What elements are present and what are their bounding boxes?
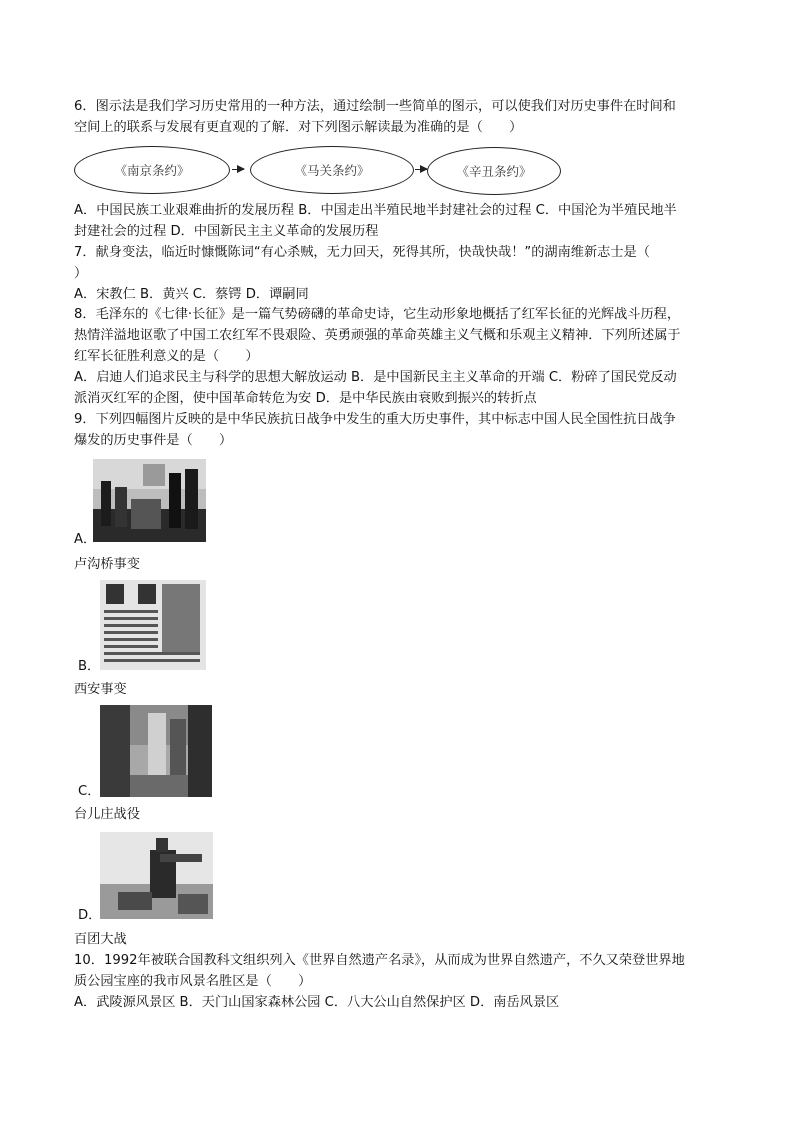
q8-stem-line2: 热情洋溢地讴歌了中国工农红军不畏艰险、英勇顽强的革命英雄主义气概和乐观主义精神．下列所述属于	[74, 328, 681, 343]
q10-stem-line1: 10．1992年被联合国教科文组织列入《世界自然遗产名录》，从而成为世界自然遗产，不久又荣登世界地	[74, 953, 685, 968]
option-b-letter: B．	[78, 659, 101, 674]
q6-stem-line2: 空间上的联系与发展有更直观的了解．对下列图示解读最为准确的是（ ）	[74, 120, 523, 135]
q9-stem-line1: 9．下列四幅图片反映的是中华民族抗日战争中发生的重大历史事件，其中标志中国人民全国性抗日战争	[74, 412, 676, 427]
q7-options: A．宋教仁 B．黄兴 C．蔡锷 D．谭嗣同	[74, 287, 309, 302]
q8-options-line1: A．启迪人们追求民主与科学的思想大解放运动 B．是中国新民主主义革命的开端 C．粉碎了国民党反动	[74, 370, 677, 385]
q8-options-line2: 派消灭红军的企图，使中国革命转危为安 D．是中华民族由衰败到振兴的转折点	[74, 391, 537, 406]
photo-lugou-bridge-incident	[93, 459, 206, 542]
q8-stem-line1: 8．毛泽东的《七律·长征》是一篇气势磅礴的革命史诗，它生动形象地概括了红军长征的光辉战斗历程，	[74, 307, 681, 322]
diagram-arrow-2	[415, 169, 427, 170]
option-c-letter: C．	[78, 784, 101, 799]
photo-taierzhuang-battle	[100, 705, 212, 797]
option-b-caption: 西安事变	[74, 682, 127, 697]
diagram-node-maguan-treaty: 《马关条约》	[250, 146, 414, 194]
q7-stem-line2: ）	[74, 266, 88, 281]
q6-stem-line1: 6．图示法是我们学习历史常用的一种方法，通过绘制一些简单的图示，可以使我们对历史事件在时间和	[74, 99, 676, 114]
option-c-caption: 台儿庄战役	[74, 807, 140, 822]
option-a-letter: A．	[74, 532, 97, 547]
option-a-caption: 卢沟桥事变	[74, 557, 140, 572]
option-d-caption: 百团大战	[74, 932, 127, 947]
q6-options-line1: A．中国民族工业艰难曲折的发展历程 B．中国走出半殖民地半封建社会的过程 C．中国沦为半殖民地半	[74, 203, 677, 218]
q9-stem-line2: 爆发的历史事件是（ ）	[74, 433, 233, 448]
photo-hundred-regiments-offensive	[100, 832, 213, 919]
q7-stem-line1: 7．献身变法，临近时慷慨陈词“有心杀贼，无力回天，死得其所，快哉快哉！”的湖南维新志士是（	[74, 245, 650, 260]
diagram-node-xinchou-treaty: 《辛丑条约》	[427, 147, 561, 195]
diagram-arrow-1	[232, 169, 244, 170]
diagram-node-nanjing-treaty: 《南京条约》	[74, 146, 230, 194]
q10-stem-line2: 质公园宝座的我市风景名胜区是（ ）	[74, 974, 312, 989]
q6-options-line2: 封建社会的过程 D．中国新民主主义革命的发展历程	[74, 224, 379, 239]
option-d-letter: D．	[78, 908, 102, 923]
q8-stem-line3: 红军长征胜利意义的是（ ）	[74, 349, 259, 364]
photo-xian-incident-newspaper	[100, 580, 206, 670]
q10-options: A．武陵源风景区 B．天门山国家森林公园 C．八大公山自然保护区 D．南岳风景区	[74, 995, 560, 1010]
